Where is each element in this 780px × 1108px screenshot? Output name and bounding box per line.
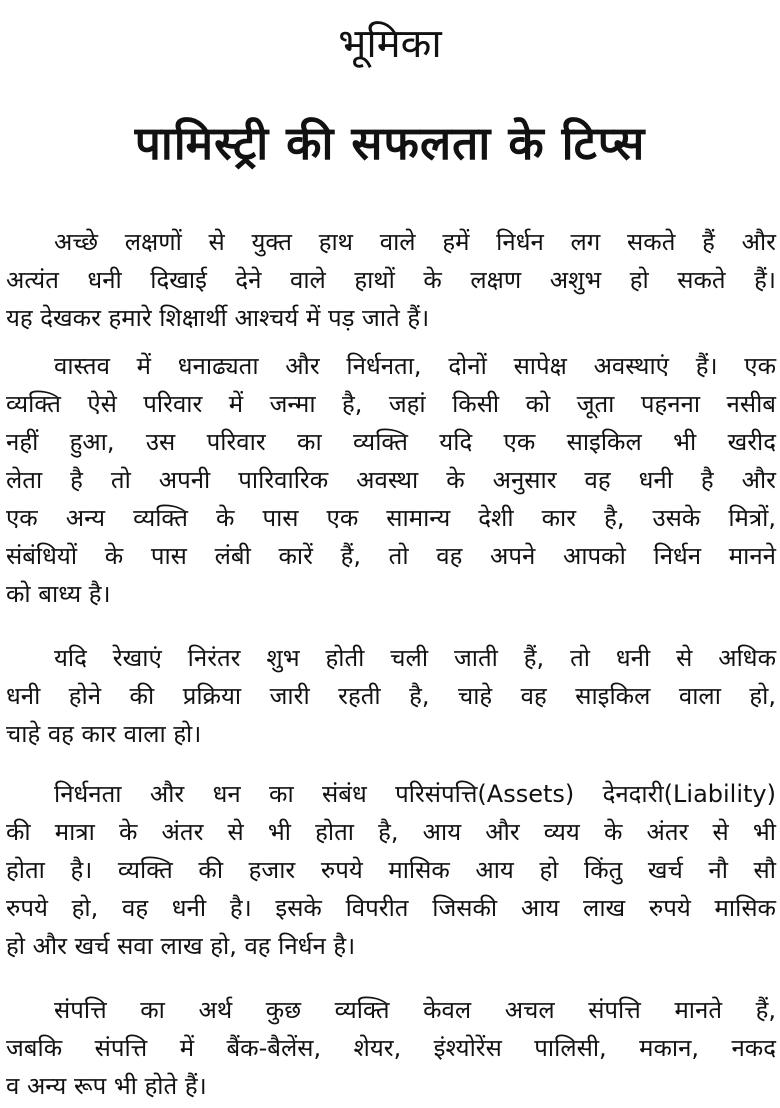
text-line: एक अन्य व्यक्ति के पास एक सामान्य देशी कार है, उसके मित्रों, <box>6 504 776 532</box>
text-line: व्यक्ति ऐसे परिवार में जन्मा है, जहां किसी को जूता पहनना नसीब <box>6 390 776 418</box>
text-line: चाहे वह कार वाला हो। <box>6 720 202 748</box>
text-line: की मात्रा के अंतर से भी होता है, आय और व्यय के अंतर से भी <box>6 818 776 846</box>
text-line: रुपये हो, वह धनी है। इसके विपरीत जिसकी आय लाख रुपये मासिक <box>6 894 776 922</box>
text-line: को बाध्य है। <box>6 580 111 608</box>
text-line: यह देखकर हमारे शिक्षार्थी आश्चर्य में पड़ जाते हैं। <box>6 304 430 332</box>
text-line: संबंधियों के पास लंबी कारें हैं, तो वह अपने आपको निर्धन मानने <box>6 542 776 570</box>
text-line: व अन्य रूप भी होते हैं। <box>6 1072 207 1100</box>
text-line: होता है। व्यक्ति की हजार रुपये मासिक आय हो किंतु खर्च नौ सौ <box>6 856 776 884</box>
text-line: लेता है तो अपनी पारिवारिक अवस्था के अनुसार वह धनी है और <box>6 466 776 494</box>
text-line: संपत्ति का अर्थ कुछ व्यक्ति केवल अचल संपत्ति मानते हैं, <box>54 996 776 1024</box>
text-line: वास्तव में धनाढ्यता और निर्धनता, दोनों सापेक्ष अवस्थाएं हैं। एक <box>54 352 776 380</box>
page-title: पामिस्ट्री की सफलता के टिप्स <box>134 116 646 170</box>
text-line: अत्यंत धनी दिखाई देने वाले हाथों के लक्षण अशुभ हो सकते हैं। <box>6 266 776 294</box>
text-line: हो और खर्च सवा लाख हो, वह निर्धन है। <box>6 932 356 960</box>
text-line: धनी होने की प्रक्रिया जारी रहती है, चाहे वह साइकिल वाला हो, <box>6 682 776 710</box>
text-line: नहीं हुआ, उस परिवार का व्यक्ति यदि एक साइकिल भी खरीद <box>6 428 776 456</box>
text-line: यदि रेखाएं निरंतर शुभ होती चली जाती हैं, तो धनी से अधिक <box>54 644 776 672</box>
text-line: अच्छे लक्षणों से युक्त हाथ वाले हमें निर्धन लग सकते हैं और <box>54 228 776 256</box>
text-line: जबकि संपत्ति में बैंक-बैलेंस, शेयर, इंश्योरेंस पालिसी, मकान, नकद <box>6 1034 776 1062</box>
page-subtitle: भूमिका <box>338 21 442 67</box>
text-line: निर्धनता और धन का संबंध परिसंपत्ति(Assets) देनदारी(Liability) <box>54 780 776 808</box>
